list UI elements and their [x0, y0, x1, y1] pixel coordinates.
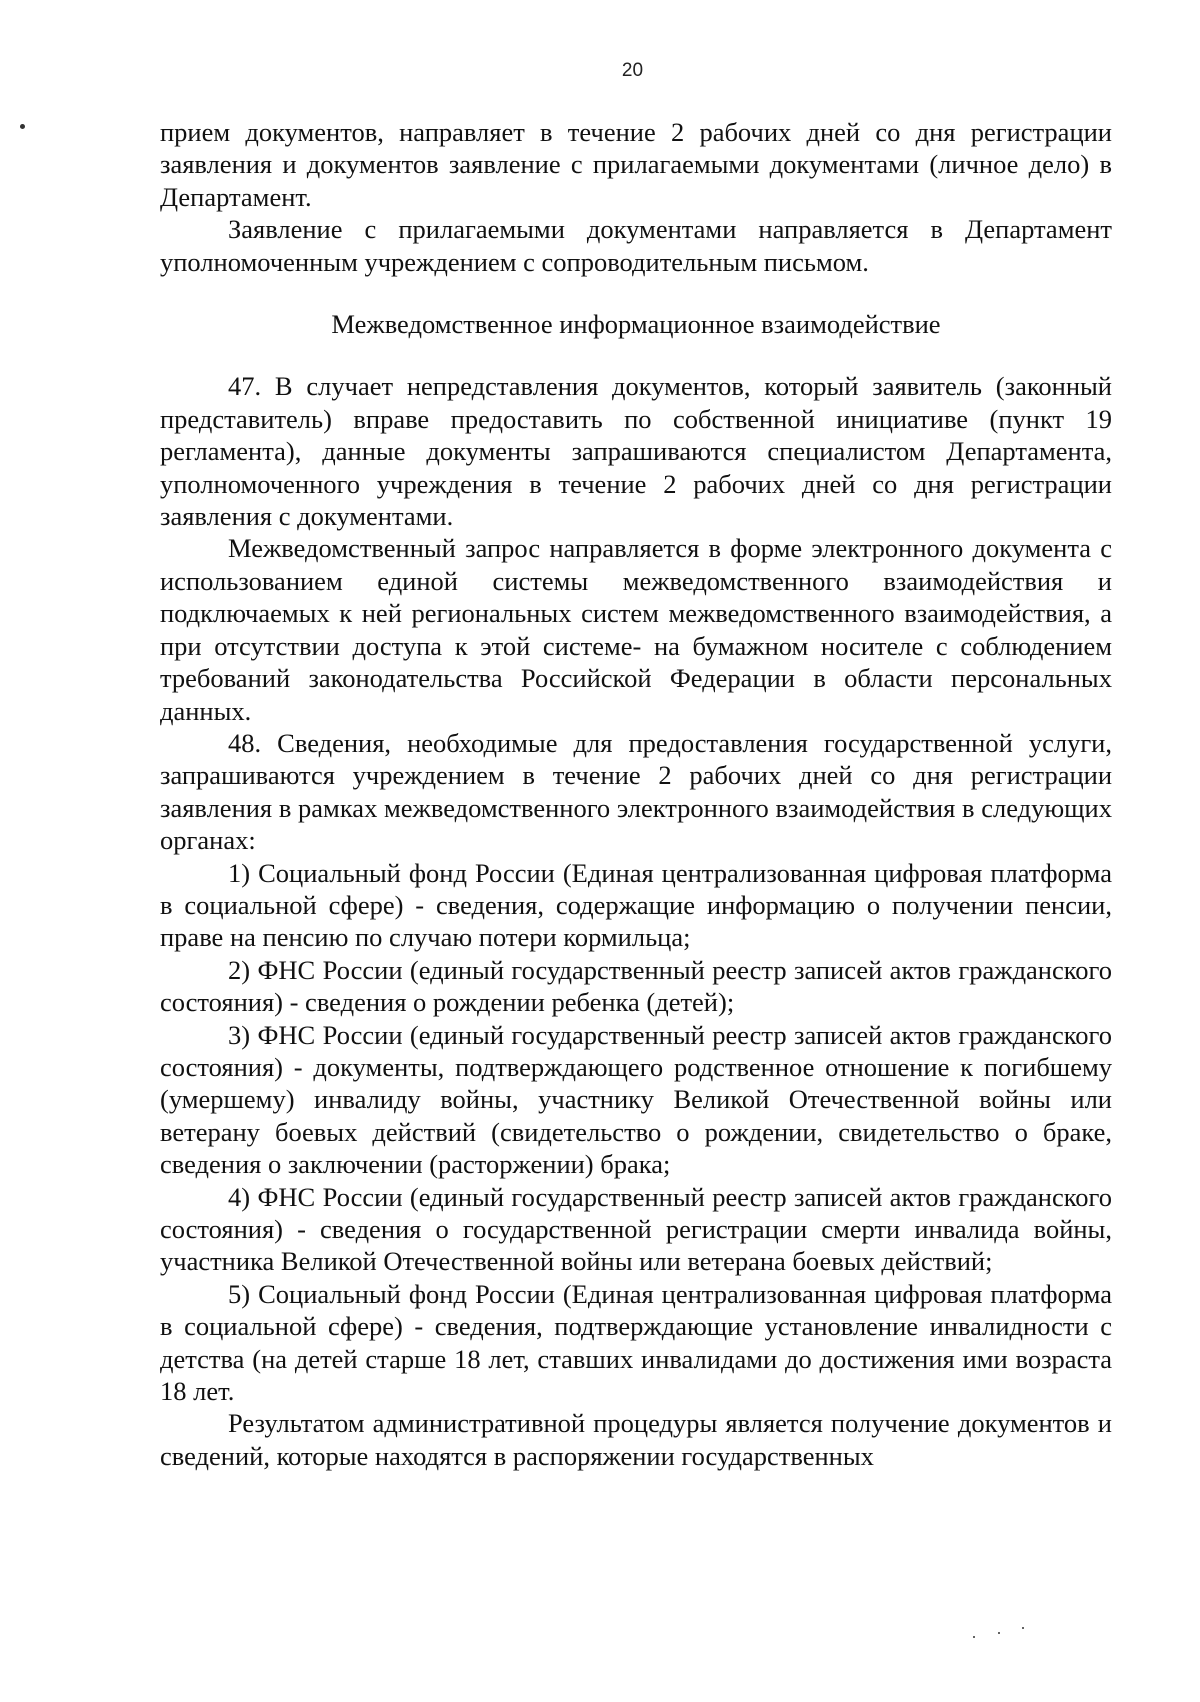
scan-speck [20, 124, 25, 129]
list-item-2: 2) ФНС России (единый государственный реестр записей актов гражданского состояния) - сведения о рождении ребенка (детей); [160, 954, 1112, 1018]
list-item-5: 5) Социальный фонд России (Единая централизованная цифровая платформа в социальной сфере) - сведения, подтверждающие установление инвалидности с детства (на детей старше 18 лет, ставших инвалидами до достижения ими возраста 18 лет. [160, 1278, 1112, 1407]
paragraph-47-request: Межведомственный запрос направляется в форме электронного документа с использованием единой системы межведомственного взаимодействия и подключаемых к ней региональных систем межведомственного взаимодействия, а при отсутствии доступа к этой системе- на бумажном носителе с соблюдением требований законодательства Российской Федерации в области персональных данных. [160, 533, 1112, 726]
scan-speck [998, 1632, 1000, 1634]
paragraph-continuation: прием документов, направляет в течение 2 рабочих дней со дня регистрации заявления и документов заявление с прилагаемыми документами (личное дело) в Департамент. [160, 117, 1112, 212]
list-item-1: 1) Социальный фонд России (Единая централизованная цифровая платформа в социальной сфере) - сведения, содержащие информацию о получении пенсии, праве на пенсию по случаю потери кормильца; [160, 857, 1112, 953]
list-item-3: 3) ФНС России (единый государственный реестр записей актов гражданского состояния) - документы, подтверждающего родственное отношение к погибшему (умершему) инвалиду войны, участнику Великой Отечественной войны или ветерану боевых действий (свидетельство о рождении, свидетельство о браке, сведения о заключении (расторжении) брака; [160, 1019, 1112, 1180]
paragraph-cover-letter: Заявление с прилагаемыми документами направляется в Департамент уполномоченным учреждением с сопроводительным письмом. [160, 214, 1112, 277]
paragraph-47: 47. В случает непредставления документов, который заявитель (законный представитель) вправе предоставить по собственной инициативе (пункт 19 регламента), данные документы запрашиваются специалистом Департамента, уполномоченного учреждения в течение 2 рабочих дней со дня регистрации заявления с документами. [160, 371, 1112, 532]
scan-speck [973, 1636, 975, 1638]
scan-speck [1022, 1627, 1024, 1629]
page-number: 20 [621, 60, 644, 81]
document-body [160, 116, 1112, 1472]
paragraph-result: Результатом административной процедуры является получение документов и сведений, которые находятся в распоряжении государственных [160, 1408, 1112, 1471]
list-item-4: 4) ФНС России (единый государственный реестр записей актов гражданского состояния) - сведения о государственной регистрации смерти инвалида войны, участника Великой Отечественной войны или ветерана боевых действий; [160, 1181, 1112, 1277]
paragraph-48: 48. Сведения, необходимые для предоставления государственной услуги, запрашиваются учреждением в течение 2 рабочих дней со дня регистрации заявления в рамках межведомственного электронного взаимодействия в следующих органах: [160, 727, 1112, 856]
section-heading: Межведомственное информационное взаимодействие [331, 309, 941, 340]
